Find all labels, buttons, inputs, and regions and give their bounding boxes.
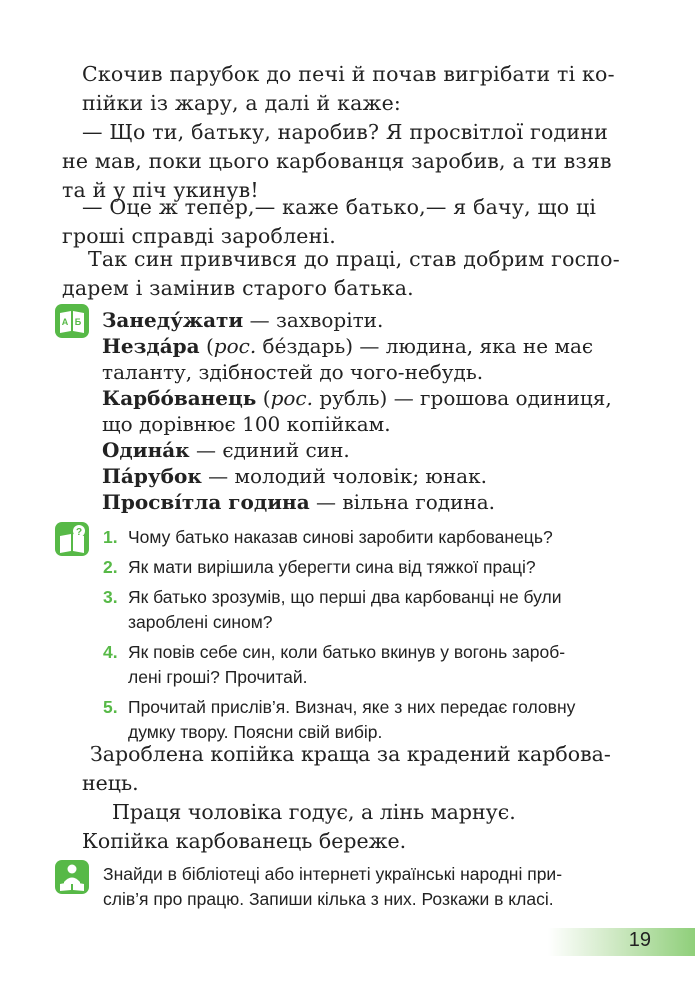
vocab-definition: — молодий чоловік; юнак. — [201, 464, 487, 488]
vocab-definition: бе́здарь) — людина, яка не має — [256, 334, 594, 358]
proverb-line: Праця чоловіка годує, а лінь марнує. — [112, 800, 516, 824]
proverb-line: нець. — [82, 771, 139, 795]
questions-list — [103, 525, 623, 750]
vocab-term: Просві́тла година — [102, 490, 310, 514]
page-number-bar — [548, 928, 695, 956]
story-paragraph-4 — [62, 245, 622, 303]
svg-text:?: ? — [75, 527, 83, 538]
vocab-definition: — вільна година. — [309, 490, 496, 514]
text-line: Так син привчився до праці, став добрим госпо- — [88, 247, 620, 271]
vocab-definition: — єдиний син. — [189, 438, 350, 462]
reading-person-icon — [55, 860, 89, 894]
proverb-line: Копійка карбованець береже. — [82, 829, 407, 853]
story-paragraph-3 — [62, 193, 622, 251]
vocab-definition: рубль) — грошова одиниця, — [312, 386, 612, 410]
vocab-lang: рос. — [270, 386, 313, 410]
question-text: Як повів себе син, коли батько вкинув у вогонь зароб- — [128, 642, 566, 662]
task-line: слів’я про працю. Запиши кілька з них. Розкажи в класі. — [103, 889, 554, 909]
question-item — [103, 695, 623, 745]
vocab-paren: ( — [256, 386, 271, 410]
text-line: — Оце ж тепер,— каже батько,— я бачу, що ці — [82, 195, 597, 219]
vocab-term: Одина́к — [102, 438, 190, 462]
vocab-entry — [102, 333, 622, 359]
question-text: Чому батько наказав синові заробити карбованець? — [128, 527, 553, 547]
vocab-entry — [102, 385, 622, 411]
question-number: 2. — [103, 557, 118, 577]
vocab-lang: рос. — [213, 334, 257, 358]
question-item — [103, 525, 623, 550]
story-paragraph-2 — [62, 118, 622, 205]
vocab-entry — [102, 437, 622, 463]
text-line: дарем і замінив старого батька. — [62, 276, 414, 300]
vocab-term: Па́рубок — [102, 464, 202, 488]
question-text: лені гроші? Прочитай. — [128, 667, 308, 687]
vocabulary-list — [102, 307, 622, 515]
vocab-continuation: таланту, здібностей до чого-небудь. — [102, 360, 484, 384]
question-text: зароблені сином? — [128, 612, 273, 632]
dictionary-icon-letter-a: А — [61, 317, 69, 327]
dictionary-icon-letter-b: Б — [74, 317, 82, 327]
task-block — [103, 862, 623, 912]
vocab-term: Карбо́ванець — [102, 386, 257, 410]
vocab-definition: — захворіти. — [243, 308, 384, 332]
vocab-entry — [102, 307, 622, 333]
vocab-term: Занеду́жати — [102, 308, 244, 332]
question-item — [103, 640, 623, 690]
vocab-entry — [102, 463, 622, 489]
text-line: Скочив парубок до печі й почав вигрібати ті ко- — [82, 62, 615, 86]
book-question-icon — [55, 522, 89, 556]
vocab-continuation: що дорівнює 100 копійкам. — [102, 412, 391, 436]
question-number: 4. — [103, 642, 118, 662]
vocab-term: Незда́ра — [102, 334, 200, 358]
question-item — [103, 555, 623, 580]
text-line: та й у піч укинув! — [62, 178, 259, 202]
question-text: Прочитай прислів’я. Визнач, яке з них передає головну — [128, 697, 576, 717]
question-number: 1. — [103, 527, 118, 547]
question-text: думку твору. Поясни свій вибір. — [128, 722, 383, 742]
dictionary-icon — [55, 304, 89, 338]
text-line: не мав, поки цього карбованця заробив, а ти взяв — [62, 149, 612, 173]
question-text: Як батько зрозумів, що перші два карбованці не були — [128, 587, 562, 607]
proverbs-block — [82, 740, 622, 856]
vocab-entry — [102, 489, 622, 515]
task-line: Знайди в бібліотеці або інтернеті українські народні при- — [103, 864, 563, 884]
question-text: Як мати вирішила уберегти сина від тяжкої праці? — [128, 557, 536, 577]
question-item — [103, 585, 623, 635]
text-line: пійки із жару, а далі й каже: — [82, 91, 402, 115]
text-line: — Що ти, батьку, наробив? Я просвітлої години — [82, 120, 608, 144]
page-number: 19 — [628, 929, 651, 951]
question-number: 3. — [103, 587, 118, 607]
text-line: гроші справді зароблені. — [62, 224, 336, 248]
proverb-line: Зароблена копійка краща за крадений карбова- — [90, 742, 611, 766]
story-paragraph-1 — [82, 60, 622, 118]
question-number: 5. — [103, 697, 118, 717]
vocab-paren: ( — [199, 334, 214, 358]
